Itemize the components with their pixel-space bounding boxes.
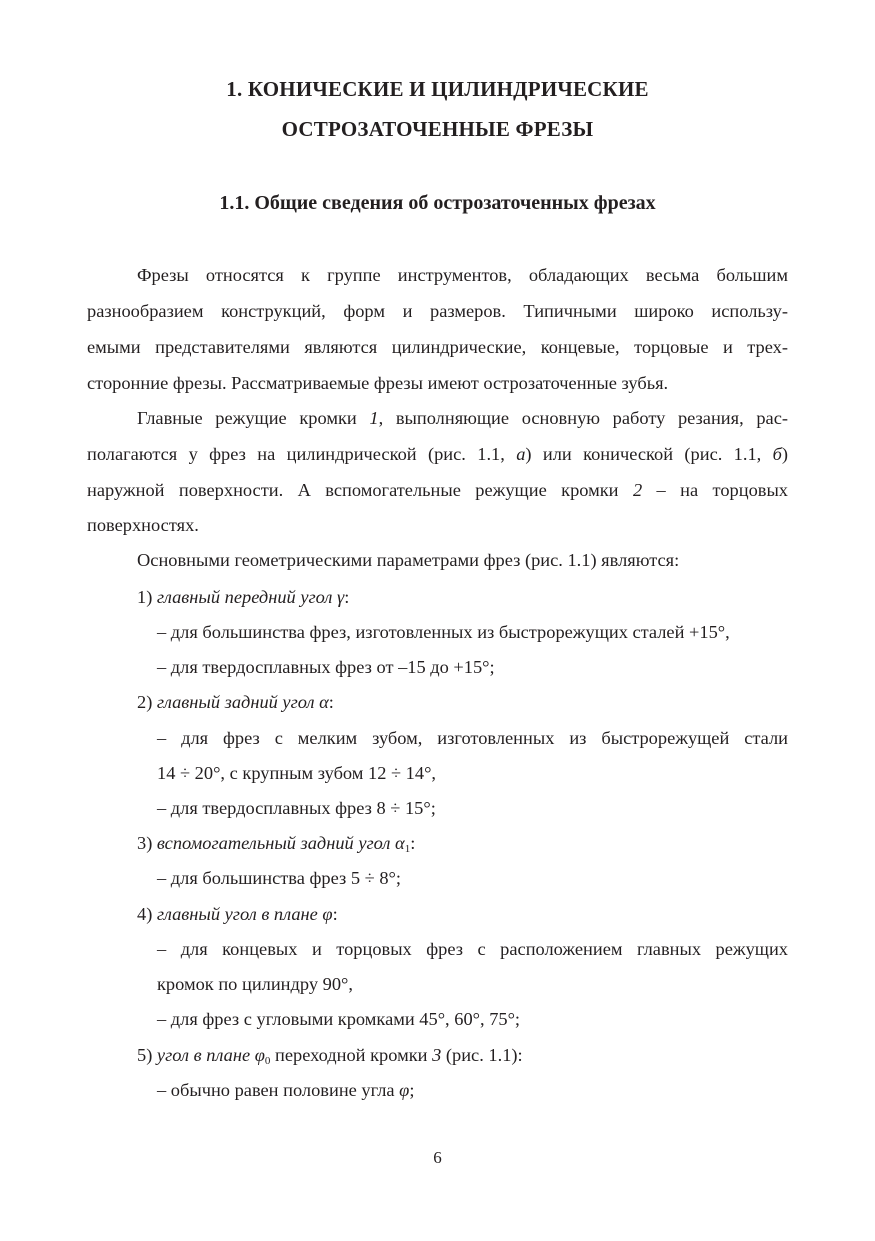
list-item-5-sub1: [157, 1080, 414, 1100]
list-item-2-sub1-line2: 14 ÷ 20°, с крупным зубом 12 ÷ 14°,: [157, 763, 437, 783]
list-item-1: [137, 587, 349, 607]
p2-l1-b: , выполняющие основную работу резания, рас-: [378, 408, 788, 428]
paragraph2-line3: [87, 480, 788, 500]
p2-l2-c: ): [781, 444, 789, 464]
figure-ref-b: б: [772, 444, 782, 464]
list-item-5-title: угол в плане φ: [156, 1045, 265, 1065]
list-item-4-sub1-line2: кромок по цилиндру 90°,: [157, 974, 353, 994]
paragraph1-line1: Фрезы относятся к группе инструментов, обладающих весьма большим: [137, 265, 788, 285]
list-item-5: [137, 1045, 523, 1065]
paragraph3-line1: Основными геометрическими параметрами фрез (рис. 1.1) являются:: [137, 550, 680, 570]
list-item-3-title: вспомогательный задний угол α: [156, 833, 405, 853]
chapter-title-line2: ОСТРОЗАТОЧЕННЫЕ ФРЕЗЫ: [281, 117, 594, 141]
list-item-4-sub1-line1: – для концевых и торцовых фрез с расположением главных режущих: [157, 939, 788, 959]
p2-l1-a: Главные режущие кромки: [137, 408, 370, 428]
list-item-1-suffix: :: [344, 587, 350, 607]
p2-l3-a: наружной поверхности. А вспомогательные режущие кромки: [87, 480, 633, 500]
chapter-title-line1: 1. КОНИЧЕСКИЕ И ЦИЛИНДРИЧЕСКИЕ: [226, 77, 649, 101]
list-item-5-sub1-b: ;: [409, 1080, 415, 1100]
paragraph1-line2: разнообразием конструкций, форм и размеров. Типичными широко использу-: [87, 301, 788, 321]
paragraph2-line2: [87, 444, 788, 464]
paragraph2-line1: [137, 408, 788, 428]
list-item-1-title: главный передний угол γ: [156, 587, 345, 607]
phi-symbol: φ: [399, 1080, 410, 1100]
edge-number-3: 3: [432, 1045, 442, 1065]
page-number: 6: [433, 1148, 442, 1167]
paragraph2-line4: поверхностях.: [87, 515, 199, 535]
list-item-3-subscript: 1: [404, 843, 411, 855]
list-marker-1: 1): [137, 587, 157, 607]
list-marker-3: 3): [137, 833, 157, 853]
list-item-3: [137, 833, 415, 853]
list-item-3-sub1: – для большинства фрез 5 ÷ 8°;: [157, 868, 402, 888]
list-item-4-sub2: – для фрез с угловыми кромками 45°, 60°, 75°;: [157, 1009, 521, 1029]
list-item-2-title: главный задний угол α: [156, 692, 329, 712]
section-title: 1.1. Общие сведения об острозаточенных фрезах: [219, 192, 656, 214]
list-item-3-suffix: :: [410, 833, 416, 853]
list-item-4-suffix: :: [332, 904, 338, 924]
list-marker-2: 2): [137, 692, 157, 712]
list-item-5-subscript: 0: [264, 1055, 271, 1067]
p2-l2-b: ) или конической (рис. 1.1,: [525, 444, 773, 464]
p2-l2-a: полагаются у фрез на цилиндрической (рис. 1.1,: [87, 444, 517, 464]
list-item-1-sub2: – для твердосплавных фрез от –15 до +15°;: [157, 657, 495, 677]
figure-ref-a: а: [516, 444, 526, 464]
paragraph1-line4: сторонние фрезы. Рассматриваемые фрезы имеют острозаточенные зубья.: [87, 373, 669, 393]
list-item-2-sub2: – для твердосплавных фрез 8 ÷ 15°;: [157, 798, 436, 818]
list-item-4: [137, 904, 338, 924]
paragraph1-line3: емыми представителями являются цилиндрические, концевые, торцовые и трех-: [87, 337, 788, 357]
list-item-5-sub1-a: – обычно равен половине угла: [157, 1080, 400, 1100]
list-marker-4: 4): [137, 904, 157, 924]
p2-l3-b: – на торцовых: [642, 480, 789, 500]
edge-number-2: 2: [632, 480, 643, 500]
list-item-2: [137, 692, 334, 712]
edge-number-1: 1: [369, 408, 379, 428]
list-marker-5: 5): [137, 1045, 157, 1065]
list-item-2-suffix: :: [328, 692, 334, 712]
list-item-2-sub1-line1: – для фрез с мелким зубом, изготовленных из быстрорежущей стали: [157, 728, 788, 748]
list-item-1-sub1: – для большинства фрез, изготовленных из быстрорежущих сталей +15°,: [157, 622, 730, 642]
list-item-5-mid: переходной кромки: [270, 1045, 433, 1065]
list-item-4-title: главный угол в плане φ: [156, 904, 333, 924]
list-item-5-suffix: (рис. 1.1):: [441, 1045, 523, 1065]
